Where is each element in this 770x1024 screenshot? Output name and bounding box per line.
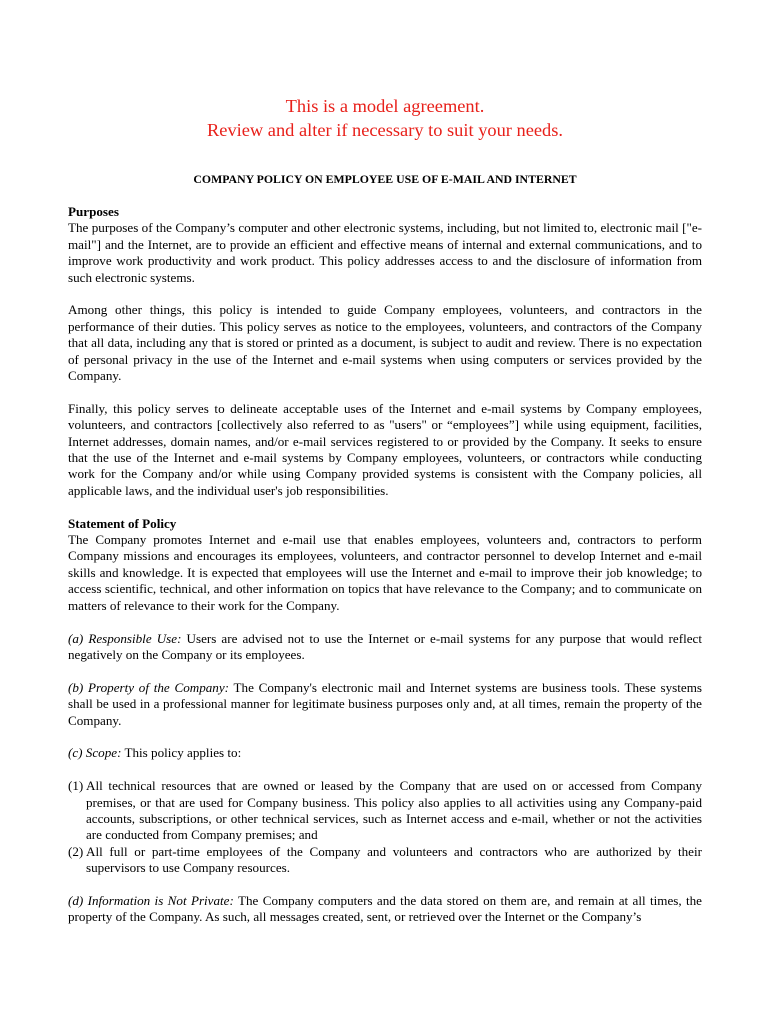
responsible-use-text: Users are advised not to use the Internet or e-mail systems for any purpose that would reflect negatively on the Company or its employees. (68, 630, 702, 662)
scope-clause (68, 745, 702, 761)
property-clause (68, 680, 702, 729)
model-agreement-notice-line2: Review and alter if necessary to suit your needs. (207, 120, 563, 140)
information-not-private-label: (d) Information is Not Private: (68, 892, 234, 908)
information-not-private-text: The Company computers and the data stored on them are, and remain at all times, the property of the Company. As such, all messages created, sent, or retrieved over the Internet or the Company’s (68, 892, 702, 925)
scope-text: This policy applies to: (121, 745, 242, 761)
purposes-paragraph-2: Among other things, this policy is intended to guide Company employees, volunteers, and contractors in the performance of their duties. This policy serves as notice to the employees, volunteers, and contractors of the Company that all data, including any that is stored or printed as a document, is subject to audit and review. There is no expectation of personal privacy in the use of the Internet and e-mail systems when using computers or services provided by the Company. (68, 302, 702, 384)
scope-item-2-text: All full or part-time employees of the Company and volunteers and contractors who are authorized by their supervisors to use Company resources. (86, 843, 702, 876)
scope-item-1 (68, 778, 702, 844)
document-body (68, 204, 702, 942)
property-text: The Company's electronic mail and Internet systems are business tools. These systems shall be used in a professional manner for legitimate business purposes only and, at all times, remain the property of the Company. (68, 679, 702, 728)
model-agreement-notice-line1: This is a model agreement. (285, 96, 485, 116)
property-label: (b) Property of the Company: (68, 679, 230, 695)
purposes-heading: Purposes (68, 204, 119, 219)
scope-item-2 (68, 844, 702, 877)
document-title: COMPANY POLICY ON EMPLOYEE USE OF E-MAIL AND INTERNET (193, 172, 577, 186)
scope-item-1-number: (1) (68, 778, 84, 794)
responsible-use-label: (a) Responsible Use: (68, 630, 182, 646)
statement-of-policy-heading: Statement of Policy (68, 515, 177, 531)
purposes-paragraph-1: The purposes of the Company’s computer and other electronic systems, including, but not limited to, electronic mail ["e-mail"] and the Internet, are to provide an efficient and effective means of internal and external communications, and to improve work productivity and work product. This policy addresses access to and the disclosure of information from such electronic systems. (68, 220, 702, 285)
scope-item-2-number: (2) (68, 843, 84, 859)
responsible-use-clause (68, 631, 702, 664)
purposes-paragraph-3: Finally, this policy serves to delineate acceptable uses of the Internet and e-mail systems by Company employees, volunteers, and contractors [collectively also referred to as "users" or “employees”] while using equipment, facilities, Internet addresses, domain names, and/or e-mail services registered to or provided by the Company. It seeks to ensure that the use of the Internet and e-mail systems by Company employees, volunteers, or contractors while conducting work for the Company and/or while using Company provided systems is consistent with the Company policies, all applicable laws, and the individual user's job responsibilities. (68, 400, 702, 498)
scope-item-1-text: All technical resources that are owned or leased by the Company that are used on or accessed from Company premises, or that are used for Company business. This policy also applies to all activities using any Company-paid accounts, subscriptions, or other technical services, such as Internet access and e-mail, whether or not the activities are conducted from Company premises; and (86, 778, 702, 843)
statement-paragraph-1: The Company promotes Internet and e-mail use that enables employees, volunteers and, contractors to perform Company missions and encourages its employees, volunteers, and contractor personnel to develop Internet and e-mail skills and knowledge. It is expected that employees will use the Internet and e-mail to improve their job knowledge; to access scientific, technical, and other information on topics that have relevance to the Company; and to communicate on matters of relevance to their work for the Company. (68, 532, 702, 613)
scope-label: (c) Scope: (68, 745, 122, 761)
information-not-private-clause (68, 893, 702, 926)
